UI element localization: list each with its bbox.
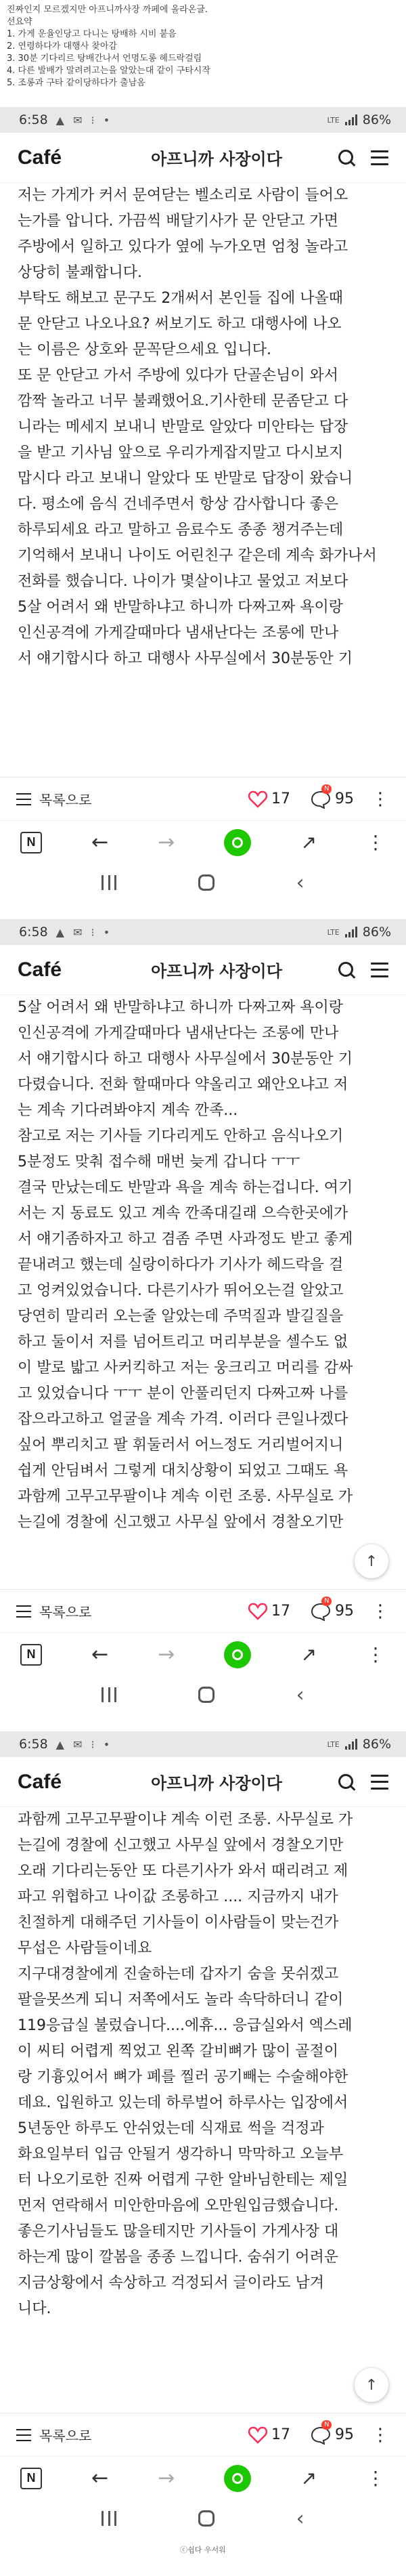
post-text-line: 저는 가게가 커서 문여닫는 벨소리로 사람이 들어오	[18, 187, 348, 204]
post-text-line: 참고로 저는 기사들 기다리게도 안하고 음식나오기	[18, 1128, 344, 1145]
cafe-header	[0, 133, 406, 183]
phone-screenshot	[0, 1731, 406, 2537]
green-dot-icon[interactable]	[224, 1641, 251, 1668]
comment-count: 95	[335, 1603, 354, 1620]
post-text-line: 5살 어려서 왜 반말하냐고 하니까 다짜고짜 욕이랑	[18, 999, 343, 1016]
post-text-line: 또 문 안닫고 가서 주방에 있다가 단골손님이 와서	[18, 367, 338, 384]
post-text-line: 지구대경찰에게 진술하는데 갑자기 숨을 못쉬겠고	[18, 1966, 339, 1983]
post-text-line: 5년동안 하루도 안쉬었는데 식재료 썩을 걱정과	[18, 2120, 324, 2137]
battery-text: 86%	[362, 925, 391, 939]
list-label: 목록으로	[39, 1604, 92, 1620]
post-text-line: 전화를 했습니다. 나이가 몇살이냐고 물었고 저보다	[18, 573, 348, 590]
green-dot-icon[interactable]	[224, 2465, 251, 2492]
recents-icon[interactable]	[102, 875, 116, 890]
post-text-line: 과함께 고무고무팔이냐 계속 이런 조롱. 사무실로 가	[18, 1488, 353, 1505]
overflow-menu-icon[interactable]: ⋮	[365, 1643, 386, 1666]
status-bar	[0, 1731, 406, 1757]
post-content	[0, 183, 406, 777]
post-text-line: 는 계속 기다려봐야지 계속 깐족...	[18, 1102, 238, 1119]
new-badge: N	[321, 2420, 332, 2430]
footer-watermark: ⓒ쉽다 우서워	[180, 2546, 226, 2554]
menu-icon[interactable]	[371, 963, 388, 977]
cafe-header	[0, 945, 406, 995]
status-bar	[0, 107, 406, 133]
status-bar	[0, 919, 406, 945]
recents-icon[interactable]	[102, 1687, 116, 1702]
post-text-line: 화요일부터 입금 안될거 생각하니 막막하고 오늘부	[18, 2146, 344, 2163]
post-content	[0, 995, 406, 1589]
post-text-line: 주방에서 일하고 있다가 옆에 누가오면 엄청 놀라고	[18, 238, 348, 255]
lte-icon: LTE	[327, 115, 340, 125]
cafe-logo[interactable]: Café	[18, 1770, 62, 1793]
post-text-line: 5살 어려서 왜 반말하냐고 하니까 다짜고짜 욕이랑	[18, 599, 343, 616]
naver-home-icon[interactable]: N	[20, 1644, 42, 1666]
post-text-line: 서 얘기합시다 하고 대행사 사무실에서 30분동안 기	[18, 650, 353, 667]
list-button[interactable]	[16, 789, 91, 809]
list-button[interactable]	[16, 2425, 91, 2445]
list-icon	[16, 793, 31, 805]
battery-text: 86%	[362, 112, 391, 127]
notification-icons: ▲ ✉ ⁝ •	[55, 925, 113, 939]
post-text-line: 다렸습니다. 전화 할때마다 약올리고 왜안오냐고 저	[18, 1076, 348, 1093]
post-text-line: 이 씨티 어렵게 찍었고 왼쪽 갈비뼈가 많이 골절이	[18, 2043, 338, 2060]
post-action-bar	[0, 777, 406, 820]
post-text-line: 5분정도 맞춰 접수해 매번 늦게 갑니다 ㅜㅜ	[18, 1154, 300, 1170]
share-icon[interactable]: ↗	[300, 831, 317, 853]
post-action-bar	[0, 2413, 406, 2456]
intro-line: 3. 30분 기다리르 탕배간나서 언명도롱 헤드락걸림	[7, 54, 202, 64]
back-arrow-icon[interactable]: ←	[91, 830, 109, 854]
post-text-line: 다. 평소에 음식 건네주면서 항상 감사합니다 좋은	[18, 496, 338, 513]
comment-button[interactable]	[311, 784, 354, 809]
lte-icon: LTE	[327, 1739, 340, 1749]
post-text-line: 오래 기다리는동안 또 다른기사가 와서 때리려고 제	[18, 1863, 348, 1880]
search-icon[interactable]	[337, 148, 356, 167]
post-text-line: 인신공격에 가게갈때마다 냄새난다는 조롱에 만나	[18, 625, 339, 641]
more-icon[interactable]: ⋮	[371, 2424, 390, 2445]
system-nav-bar	[0, 864, 406, 902]
like-button[interactable]	[248, 1603, 290, 1620]
recents-icon[interactable]	[102, 2511, 116, 2526]
comment-button[interactable]	[311, 2420, 354, 2445]
comment-button[interactable]	[311, 1597, 354, 1621]
phone-screenshot	[0, 107, 406, 902]
notification-icons: ▲ ✉ ⁝ •	[55, 1737, 113, 1751]
list-button[interactable]	[16, 1601, 91, 1621]
comment-count: 95	[335, 790, 354, 807]
naver-home-icon[interactable]: N	[20, 832, 42, 853]
post-text-line: 는길에 경찰에 신고했고 사무실 앞에서 경찰오기만	[18, 1837, 344, 1854]
cafe-logo[interactable]: Café	[18, 958, 62, 981]
list-label: 목록으로	[39, 792, 92, 808]
share-icon[interactable]: ↗	[300, 1643, 317, 1666]
heart-icon	[248, 1603, 267, 1620]
signal-icon	[345, 927, 357, 937]
signal-icon	[345, 1739, 357, 1750]
green-dot-icon[interactable]	[224, 829, 251, 856]
post-text-line: 깜짝 놀라고 너무 불쾌했어요.기사한테 문좀닫고 다	[18, 393, 348, 410]
post-text-line: 하는게 많이 깔봄을 종종 느낍니다. 숨쉬기 어려운	[18, 2249, 338, 2266]
like-count: 17	[271, 1603, 290, 1620]
screenshot-gap	[0, 1714, 406, 1731]
cafe-header	[0, 1757, 406, 1807]
share-icon[interactable]: ↗	[300, 2467, 317, 2489]
post-text-line: 맙시다 라고 보내니 알았다 또 반말로 답장이 왔습니	[18, 470, 353, 487]
post-text-line: 파고 위협하고 나이값 조롱하고 .... 지금까지 내가	[18, 1888, 338, 1905]
signal-icon	[345, 114, 357, 125]
menu-icon[interactable]	[371, 1775, 388, 1790]
post-text-line: 는가를 압니다. 가끔씩 배달기사가 문 안닫고 가면	[18, 213, 338, 230]
post-text-line: 을 받고 기사님 앞으로 우리가게잡지말고 다시보지	[18, 444, 344, 461]
scroll-to-top-button[interactable]: ↑	[355, 1544, 388, 1578]
search-icon[interactable]	[337, 1773, 356, 1792]
home-icon[interactable]	[198, 1687, 215, 1703]
overflow-menu-icon[interactable]: ⋮	[365, 2467, 386, 2489]
intro-summary	[0, 0, 406, 107]
post-text-line: 고 엉켜있었습니다. 다른기사가 뛰어오는걸 알았고	[18, 1282, 344, 1299]
list-icon	[16, 2429, 31, 2441]
menu-icon[interactable]	[371, 150, 388, 165]
post-content	[0, 1807, 406, 2413]
phone-screenshot	[0, 919, 406, 1714]
notification-icons: ▲ ✉ ⁝ •	[55, 113, 113, 127]
post-text-line: 지금상황에서 속상하고 걱정되서 글이라도 남겨	[18, 2275, 325, 2292]
intro-line: 5. 조롱과 구타 같이당하다가 출남옴	[7, 78, 145, 88]
battery-text: 86%	[362, 1737, 391, 1752]
status-time: 6:58	[19, 925, 48, 939]
comment-count: 95	[335, 2426, 354, 2443]
back-arrow-icon[interactable]: ←	[91, 2466, 109, 2490]
post-text-line: 니라는 메세지 보내니 반말로 알았다 미안타는 답장	[18, 419, 348, 436]
like-button[interactable]	[248, 2426, 290, 2444]
search-icon[interactable]	[337, 960, 356, 979]
like-count: 17	[271, 2426, 290, 2443]
cafe-title[interactable]: 아프니까 사장이다	[151, 150, 282, 169]
post-text-line: 싶어 뿌리치고 팔 휘둘러서 어느정도 거리벌어지니	[18, 1437, 344, 1454]
post-text-line: 랑 기흉있어서 뼈가 폐를 찔러 공기빼는 수술해야한	[18, 2069, 348, 2086]
post-text-line: 하고 둘이서 저를 넘어트리고 머리부분을 셀수도 없	[18, 1334, 348, 1351]
post-text-line: 쉽게 안딤벼서 그렇게 대치상황이 되었고 그때도 욕	[18, 1462, 348, 1479]
post-text-line: 결국 만났는데도 반말과 욕을 계속 하는겁니다. 여기	[18, 1179, 353, 1196]
home-icon[interactable]	[198, 2510, 215, 2527]
status-time: 6:58	[19, 112, 48, 127]
heart-icon	[248, 2426, 267, 2444]
post-text-line: 서 얘기좀하자고 하고 겸좀 주면 사과정도 받고 좋게	[18, 1231, 353, 1248]
post-text-line: 잡으라고하고 얼굴을 계속 가격. 이러다 큰일나겠다	[18, 1411, 348, 1428]
forward-arrow-icon[interactable]: →	[158, 1643, 175, 1666]
like-button[interactable]	[248, 790, 290, 808]
post-text-line: 좋은기사님들도 많을테지만 기사들이 가게사장 대	[18, 2223, 339, 2240]
post-text-line: 먼저 연락해서 미안한마음에 오만원입금했습니다.	[18, 2197, 339, 2214]
post-text-line: 터 나오기로한 진짜 어렵게 구한 알바님한테는 제일	[18, 2172, 348, 2189]
more-icon[interactable]: ⋮	[371, 788, 390, 809]
intro-line: 2. 연령하다가 대행사 찾아감	[7, 41, 117, 51]
new-badge: N	[321, 784, 332, 794]
post-text-line: 데요. 입원하고 있는데 하루벌어 하루사는 입장에서	[18, 2094, 348, 2111]
list-icon	[16, 1605, 31, 1618]
system-back-icon[interactable]: ‹	[296, 870, 304, 895]
post-text-line: 이 발로 밟고 사커킥하고 저는 웅크리고 머리를 감싸	[18, 1359, 353, 1376]
post-action-bar	[0, 1589, 406, 1632]
browser-toolbar	[0, 820, 406, 864]
post-text-line: 무섭은 사람들이네요	[18, 1940, 152, 1957]
post-text-line: 끝내려고 했는데 실랑이하다가 기사가 헤드락을 걸	[18, 1257, 344, 1273]
post-text-line: 하루되세요 라고 말하고 음료수도 종종 챙겨주는데	[18, 522, 344, 539]
intro-line: 진짜인지 모르겠지만 아프니까사장 까페에 올라온글.	[7, 5, 208, 15]
cafe-logo[interactable]: Café	[18, 146, 62, 169]
post-text-line: 서는 지 동료도 있고 계속 깐족대길래 으슥한곳에가	[18, 1205, 348, 1222]
intro-line: 선요약	[7, 17, 32, 27]
post-text-line: 는길에 경찰에 신고했고 사무실 앞에서 경찰오기만	[18, 1514, 344, 1531]
post-text-line: 상당히 불쾌합니다.	[18, 264, 143, 281]
list-label: 목록으로	[39, 2428, 92, 2444]
cafe-title[interactable]: 아프니까 사장이다	[151, 962, 282, 981]
post-text-line: 는 이름은 상호와 문꼭닫으세요 입니다.	[18, 341, 271, 358]
post-text-line: 119응급실 불렀습니다....에휴... 응급실와서 엑스레	[18, 2017, 353, 2034]
system-nav-bar	[0, 1676, 406, 1714]
new-badge: N	[321, 1597, 332, 1606]
screenshot-gap	[0, 902, 406, 919]
scroll-to-top-button[interactable]: ↑	[355, 2368, 388, 2402]
browser-toolbar	[0, 2456, 406, 2499]
post-text-line: 당연히 말리러 오는줄 알았는데 주먹질과 발길질을	[18, 1308, 344, 1325]
intro-line: 4. 다른 발배가 말려려고는을 알았는대 같이 구타시작	[7, 66, 210, 76]
post-text-line: 서 얘기합시다 하고 대행사 사무실에서 30분동안 기	[18, 1051, 353, 1068]
post-text-line: 과함께 고무고무팔이냐 계속 이런 조롱. 사무실로 가	[18, 1811, 353, 1828]
home-icon[interactable]	[198, 874, 215, 891]
status-time: 6:58	[19, 1737, 48, 1752]
back-arrow-icon[interactable]: ←	[91, 1643, 109, 1666]
post-text-line: 문 안닫고 나오나요? 써보기도 하고 대행사에 나오	[18, 316, 342, 333]
post-text-line: 니다.	[18, 2300, 51, 2317]
browser-toolbar	[0, 1632, 406, 1676]
heart-icon	[248, 790, 267, 808]
post-text-line: 인신공격에 가게갈때마다 냄새난다는 조롱에 만나	[18, 1025, 339, 1042]
overflow-menu-icon[interactable]: ⋮	[365, 831, 386, 853]
system-back-icon[interactable]: ‹	[296, 1683, 304, 1707]
post-text-line: 고 있었습니다 ㅜㅜ 분이 안풀리던지 다짜고짜 나를	[18, 1385, 348, 1402]
naver-home-icon[interactable]: N	[20, 2468, 42, 2489]
intro-line: 1. 가게 운율인당고 다니는 탕배하 시비 붙음	[7, 29, 177, 39]
system-nav-bar	[0, 2499, 406, 2537]
post-text-line: 친절하게 대해주던 기사들이 이사람들이 맞는건가	[18, 1914, 339, 1931]
cafe-title[interactable]: 아프니까 사장이다	[151, 1774, 282, 1793]
system-back-icon[interactable]: ‹	[296, 2506, 304, 2531]
forward-arrow-icon[interactable]: →	[158, 830, 175, 854]
more-icon[interactable]: ⋮	[371, 1601, 390, 1622]
post-text-line: 부탁도 해보고 문구도 2개써서 본인들 집에 나올때	[18, 290, 343, 307]
lte-icon: LTE	[327, 927, 340, 937]
post-text-line: 팔을못쓰게 되니 저쪽에서도 놀라 속닥하더니 같이	[18, 1991, 344, 2008]
forward-arrow-icon[interactable]: →	[158, 2466, 175, 2490]
post-text-line: 기억해서 보내니 나이도 어린친구 같은데 계속 화가나서	[18, 547, 377, 564]
like-count: 17	[271, 790, 290, 807]
